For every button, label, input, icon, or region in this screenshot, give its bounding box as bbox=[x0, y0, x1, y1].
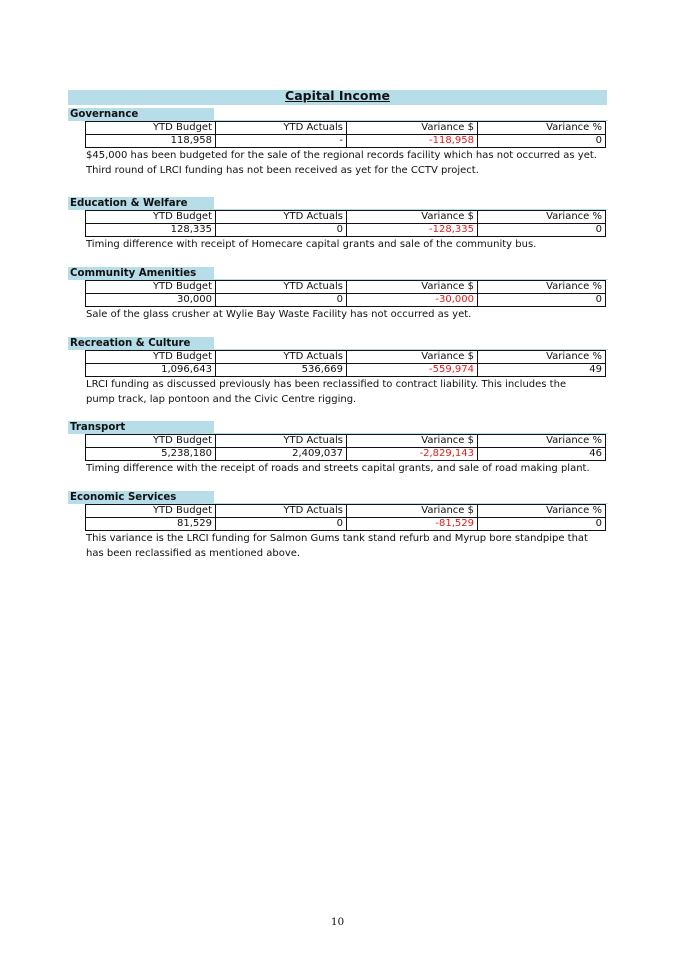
col-variance-amount: Variance $ bbox=[347, 122, 478, 135]
col-variance-amount: Variance $ bbox=[347, 281, 478, 294]
col-ytd-budget: YTD Budget bbox=[86, 351, 216, 364]
table-row bbox=[86, 224, 606, 237]
variance-table bbox=[85, 434, 606, 461]
variance-note bbox=[86, 308, 606, 323]
variance-table bbox=[85, 280, 606, 307]
table-row bbox=[86, 364, 606, 377]
variance-amount-value: -81,529 bbox=[347, 518, 478, 531]
variance-percent-value: 0 bbox=[478, 294, 606, 307]
note-line: pump track, lap pontoon and the Civic Centre rigging. bbox=[86, 393, 357, 405]
table-header-row bbox=[86, 505, 606, 518]
variance-amount-value: -559,974 bbox=[347, 364, 478, 377]
section-header bbox=[68, 108, 608, 121]
col-variance-percent: Variance % bbox=[478, 435, 606, 448]
note-line: This variance is the LRCI funding for Salmon Gums tank stand refurb and Myrup bore standpipe that bbox=[86, 533, 588, 544]
ytd-budget-value: 128,335 bbox=[86, 224, 216, 237]
col-variance-percent: Variance % bbox=[478, 211, 606, 224]
page-number: 10 bbox=[330, 916, 345, 928]
note-line: Timing difference with receipt of Homecare capital grants and sale of the community bus. bbox=[86, 239, 537, 250]
section-transport bbox=[68, 421, 608, 477]
note-line: Third round of LRCI funding has not been received as yet for the CCTV project. bbox=[86, 164, 479, 176]
col-ytd-actuals: YTD Actuals bbox=[216, 211, 347, 224]
table-header-row bbox=[86, 351, 606, 364]
table-row bbox=[86, 294, 606, 307]
section-education-welfare bbox=[68, 197, 608, 253]
section-title: Economic Services bbox=[68, 491, 214, 504]
ytd-actuals-value: 0 bbox=[216, 518, 347, 531]
variance-amount-value: -118,958 bbox=[347, 135, 478, 148]
ytd-actuals-value: 0 bbox=[216, 224, 347, 237]
section-title: Education & Welfare bbox=[68, 197, 214, 210]
note-line: LRCI funding as discussed previously has been reclassified to contract liability. This includes the bbox=[86, 379, 567, 390]
variance-percent-value: 0 bbox=[478, 518, 606, 531]
table-row bbox=[86, 135, 606, 148]
section-header bbox=[68, 337, 608, 350]
ytd-actuals-value: - bbox=[216, 135, 347, 148]
col-variance-amount: Variance $ bbox=[347, 351, 478, 364]
variance-table bbox=[85, 350, 606, 377]
variance-note bbox=[86, 462, 606, 477]
note-line: Timing difference with the receipt of roads and streets capital grants, and sale of road making plant. bbox=[86, 463, 590, 474]
col-ytd-budget: YTD Budget bbox=[86, 435, 216, 448]
variance-amount-value: -128,335 bbox=[347, 224, 478, 237]
variance-table bbox=[85, 504, 606, 531]
col-variance-amount: Variance $ bbox=[347, 505, 478, 518]
col-ytd-actuals: YTD Actuals bbox=[216, 122, 347, 135]
page-title: Capital Income bbox=[285, 88, 390, 103]
ytd-actuals-value: 2,409,037 bbox=[216, 448, 347, 461]
note-line: $45,000 has been budgeted for the sale of the regional records facility which has not occurred as yet. bbox=[86, 150, 597, 161]
section-title: Community Amenities bbox=[68, 267, 214, 280]
col-ytd-actuals: YTD Actuals bbox=[216, 435, 347, 448]
col-ytd-budget: YTD Budget bbox=[86, 281, 216, 294]
table-row bbox=[86, 518, 606, 531]
col-ytd-actuals: YTD Actuals bbox=[216, 351, 347, 364]
variance-percent-value: 0 bbox=[478, 135, 606, 148]
section-title: Governance bbox=[68, 108, 214, 121]
col-ytd-budget: YTD Budget bbox=[86, 505, 216, 518]
variance-note bbox=[86, 378, 606, 407]
section-header bbox=[68, 267, 608, 280]
ytd-actuals-value: 0 bbox=[216, 294, 347, 307]
col-variance-percent: Variance % bbox=[478, 122, 606, 135]
variance-table bbox=[85, 121, 606, 148]
ytd-budget-value: 5,238,180 bbox=[86, 448, 216, 461]
variance-note bbox=[86, 149, 606, 178]
variance-amount-value: -2,829,143 bbox=[347, 448, 478, 461]
variance-note bbox=[86, 532, 606, 561]
col-variance-amount: Variance $ bbox=[347, 211, 478, 224]
variance-percent-value: 46 bbox=[478, 448, 606, 461]
section-recreation-culture bbox=[68, 337, 608, 407]
section-title: Transport bbox=[68, 421, 214, 434]
variance-percent-value: 0 bbox=[478, 224, 606, 237]
ytd-actuals-value: 536,669 bbox=[216, 364, 347, 377]
section-title: Recreation & Culture bbox=[68, 337, 214, 350]
col-ytd-budget: YTD Budget bbox=[86, 211, 216, 224]
col-variance-percent: Variance % bbox=[478, 281, 606, 294]
section-community-amenities bbox=[68, 267, 608, 323]
col-ytd-actuals: YTD Actuals bbox=[216, 281, 347, 294]
ytd-budget-value: 1,096,643 bbox=[86, 364, 216, 377]
ytd-budget-value: 30,000 bbox=[86, 294, 216, 307]
variance-table bbox=[85, 210, 606, 237]
section-header bbox=[68, 197, 608, 210]
variance-percent-value: 49 bbox=[478, 364, 606, 377]
table-header-row bbox=[86, 211, 606, 224]
col-ytd-actuals: YTD Actuals bbox=[216, 505, 347, 518]
table-row bbox=[86, 448, 606, 461]
table-header-row bbox=[86, 435, 606, 448]
ytd-budget-value: 81,529 bbox=[86, 518, 216, 531]
ytd-budget-value: 118,958 bbox=[86, 135, 216, 148]
variance-note bbox=[86, 238, 606, 253]
table-header-row bbox=[86, 281, 606, 294]
col-ytd-budget: YTD Budget bbox=[86, 122, 216, 135]
table-header-row bbox=[86, 122, 606, 135]
note-line: has been reclassified as mentioned above. bbox=[86, 547, 301, 559]
note-line: Sale of the glass crusher at Wylie Bay Waste Facility has not occurred as yet. bbox=[86, 309, 472, 320]
col-variance-amount: Variance $ bbox=[347, 435, 478, 448]
section-header bbox=[68, 491, 608, 504]
title-bar bbox=[68, 90, 607, 105]
section-economic-services bbox=[68, 491, 608, 561]
section-governance bbox=[68, 108, 608, 178]
section-header bbox=[68, 421, 608, 434]
col-variance-percent: Variance % bbox=[478, 351, 606, 364]
col-variance-percent: Variance % bbox=[478, 505, 606, 518]
variance-amount-value: -30,000 bbox=[347, 294, 478, 307]
